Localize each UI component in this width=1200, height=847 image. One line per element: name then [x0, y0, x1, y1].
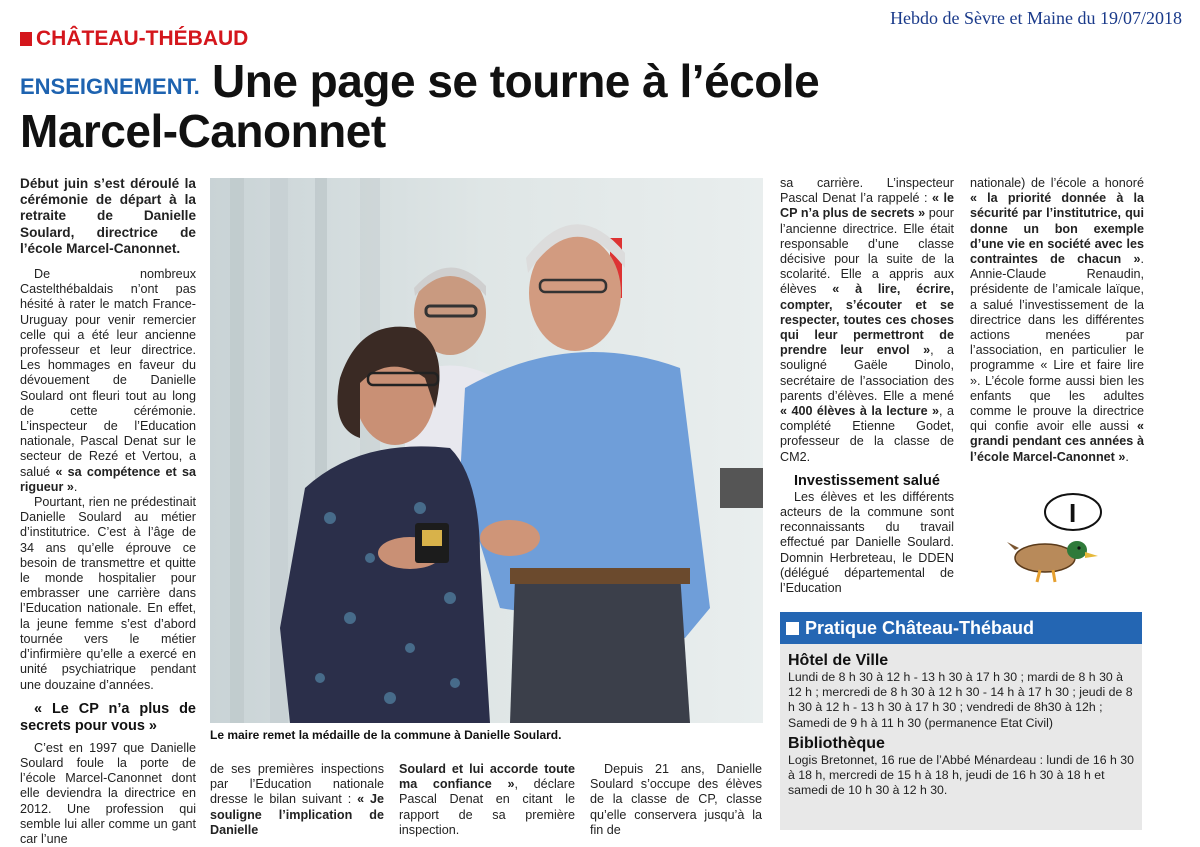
source-line: Hebdo de Sèvre et Maine du 19/07/2018: [890, 8, 1182, 28]
body-paragraph: [780, 176, 954, 465]
text-run: , a complété Etienne Godet, professeur de la classe de CM2.: [780, 404, 954, 464]
body-paragraph: [399, 762, 575, 838]
column-2-bottom: [210, 762, 384, 838]
rubric-square-icon: [20, 32, 32, 46]
subheading: Investissement salué: [794, 472, 940, 489]
text-run: , déclare Pascal Denat en citant le rapport de sa première inspection.: [399, 777, 575, 837]
rubric-label: CHÂTEAU-THÉBAUD: [36, 27, 249, 50]
duck-icon: [1005, 490, 1105, 590]
text-run: , a souligné Gaële Dinolo, secrétaire de l’association des parents d’élèves. Elle a mené: [780, 343, 954, 403]
body-paragraph: Depuis 21 ans, Danielle Soulard s’occupe des élèves de la classe de CP, classe qu’elle conservera jusqu’à la fin de: [590, 762, 762, 837]
photo-caption: Le maire remet la médaille de la commune à Danielle Soulard.: [210, 728, 562, 742]
box-square-icon: [786, 622, 799, 635]
town-hall-title: Hôtel de Ville: [788, 652, 889, 669]
text-run: . Annie-Claude Renaudin, présidente de l’amicale laïque, a salué l’investissement de la directrice dans les différentes actions menées par l’association, en particulier le programme « Lire et faire lire ». L’école forme aussi bien les enfants que les adultes comme le prouve la directrice qui confie avoir elle aussi: [970, 252, 1144, 434]
kicker: ENSEIGNEMENT.: [20, 74, 200, 99]
lead-paragraph: Début juin s’est déroulé la cérémonie de départ à la retraite de Danielle Soulard, directrice de l’école Marcel-Canonnet.: [20, 176, 196, 256]
duck-mascot: [1005, 490, 1105, 590]
quote-run: « grandi pendant ces années à l’école Marcel-Canonnet »: [970, 419, 1144, 464]
headline-line-2: Marcel-Canonnet: [20, 105, 386, 157]
quote-run: « sa compétence et sa rigueur »: [20, 464, 196, 494]
column-4: [780, 176, 954, 596]
quote-run: « le CP n’a plus de secrets »: [780, 191, 955, 221]
article-photo: [210, 178, 763, 723]
quote-run: « 400 élèves à la lecture »: [780, 404, 940, 419]
body-paragraph: C’est en 1997 que Danielle Soulard foule la porte de l’école Marcel-Canonnet dont elle deviendra la directrice en 2012. Une profession qui semble lui aller comme un gant car l’une: [20, 740, 196, 846]
column-3-bottom: [399, 762, 575, 838]
body-paragraph: Pourtant, rien ne prédestinait Danielle Soulard au métier d’institutrice. C’est à l’âge de 34 ans qu’elle éprouve ce besoin de transmettre et quitte le monde hospitalier pour embrasser une carrière dans l’Education nationale. En effet, la jeune femme s’est d’abord tournée vers le métier d’infirmière qu’elle a exercé en unité psychiatrique pendant une douzaine d’années.: [20, 495, 196, 692]
quote-run: « à lire, écrire, compter, s’écouter et se respecter, toutes ces choses qui leur permettront de prendre leur envol »: [780, 282, 954, 358]
quote-run: « Je souligne l’implication de Danielle: [210, 792, 385, 837]
text-run: .: [73, 479, 78, 494]
text-run: De nombreux Castelthébaldais n’ont pas hésité à rater le match France-Uruguay pour venir remercier celle qui a été leur ancienne professeur et leur directrice. Les hommages en faveur du dévouement de Danielle Soulard ont fleuri tout au long de cette cérémonie. L’inspecteur de l’Education nationale, Pascal Denat sur le secteur de Rezé et Vertou, a salué: [20, 267, 196, 479]
photo-illustration: [210, 178, 763, 723]
library-hours: Logis Bretonnet, 16 rue de l’Abbé Ménardeau : lundi de 16 h 30 à 18 h, mercredi de 15 h à 18 h, jeudi de 16 h 30 à 18 h et samedi de 10 h 30 à 12 h 30.: [788, 752, 1134, 798]
subheading: « Le CP n’a plus de secrets pour vous »: [20, 700, 196, 734]
quote-run: Soulard et lui accorde toute ma confiance »: [399, 762, 575, 792]
column-5: [970, 176, 1144, 465]
text-run: sa carrière. L’inspecteur Pascal Denat l’a rappelé :: [780, 176, 954, 206]
body-paragraph: [20, 267, 196, 495]
quote-run: « la priorité donnée à la sécurité par l’institutrice, qui donne un bon exemple d’une vie en société avec les contraintes de chacun »: [970, 191, 1144, 267]
column-4-bottom: [590, 762, 762, 838]
town-hall-hours: Lundi de 8 h 30 à 12 h - 13 h 30 à 17 h 30 ; mardi de 8 h 30 à 12 h ; mercredi de 8 h 30 à 12 h 30 - 14 h à 17 h 30 ; jeudi de 8 h 30 à 12 h - 13 h 30 à 17 h 30 ; vendredi de 8h30 à 12h ; Samedi de 9 h à 11 h 30 (permanence Etat Civil): [788, 670, 1133, 730]
mascot-sign-text: I: [1069, 498, 1077, 528]
info-box: [780, 612, 1142, 830]
text-run: nationale) de l’école a honoré: [970, 176, 1144, 190]
section-rubric: [20, 27, 248, 51]
body-paragraph: [210, 762, 384, 838]
info-box-title: Pratique Château-Thébaud: [805, 617, 1035, 638]
text-run: de ses premières inspections par l’Education nationale dresse le bilan suivant :: [210, 762, 384, 807]
library-title: Bibliothèque: [788, 734, 885, 752]
body-paragraph: Les élèves et les différents acteurs de la commune sont reconnaissants du travail effectué par Danielle Soulard. Domnin Herbreteau, le DDEN (délégué départemental de l’Education: [780, 489, 954, 596]
text-run: pour l’ancienne directrice. Elle était responsable d’une classe décisive pour la suite de la scolarité. Elle a appris aux élèves: [780, 206, 954, 297]
headline-line-1: Une page se tourne à l’école: [212, 55, 820, 107]
body-paragraph: [970, 176, 1144, 465]
text-run: .: [1125, 449, 1129, 464]
column-1: [20, 176, 196, 847]
info-box-header: [780, 612, 1142, 644]
